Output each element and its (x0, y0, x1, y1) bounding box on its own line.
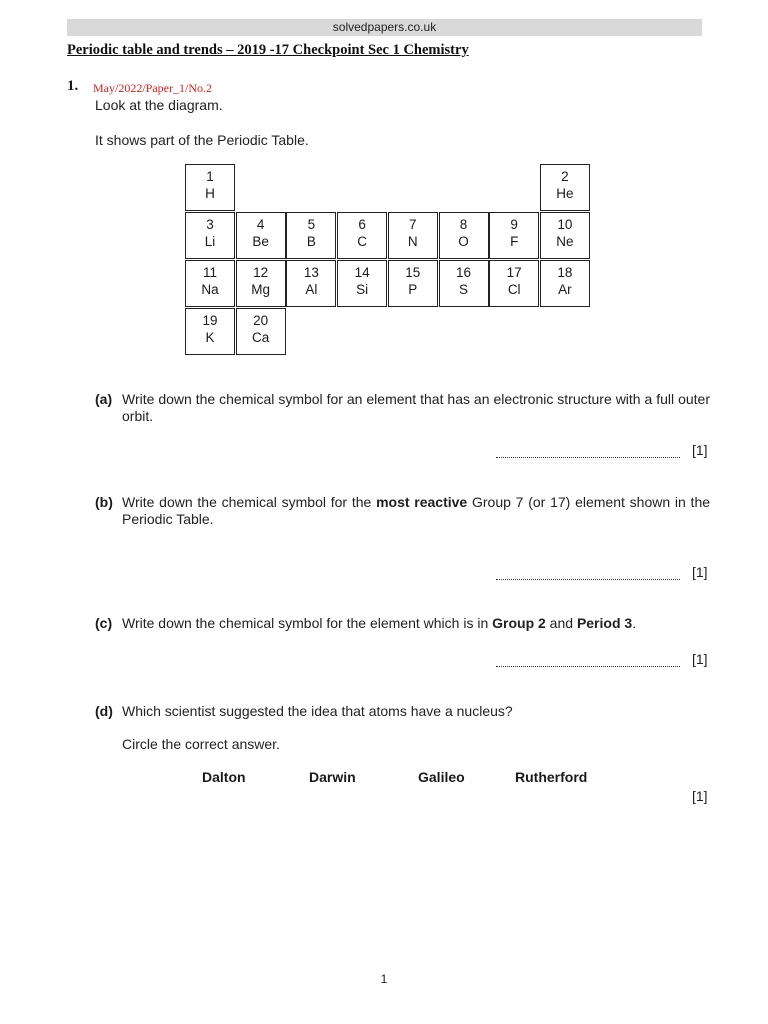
element-cell (185, 212, 235, 259)
element-cell (185, 164, 235, 211)
element-cell (185, 308, 235, 355)
answer-options (0, 769, 768, 789)
atomic-number: 13 (303, 265, 319, 280)
element-symbol: Al (305, 282, 318, 297)
element-cell (236, 260, 286, 307)
element-symbol: F (510, 234, 519, 249)
part-d-instruction: Circle the correct answer. (122, 736, 280, 752)
atomic-number: 2 (561, 169, 569, 184)
element-symbol: Ne (556, 234, 574, 249)
question-number: 1. (67, 78, 79, 94)
part-c-bold-period: Period 3 (576, 615, 633, 631)
element-symbol: O (458, 234, 469, 249)
atomic-number: 4 (256, 217, 265, 232)
element-cell (540, 164, 590, 211)
element-cell (540, 260, 590, 307)
question-reference: May/2022/Paper_1/No.2 (93, 81, 212, 95)
element-symbol: Ca (252, 330, 270, 345)
site-header-bar: solvedpapers.co.uk (67, 19, 702, 36)
part-b-label: (b) (95, 494, 113, 510)
option-rutherford[interactable]: Rutherford (515, 769, 588, 785)
atomic-number: 18 (557, 265, 573, 280)
page-number: 1 (380, 972, 388, 986)
element-symbol: C (357, 234, 367, 249)
part-c-text-pre: Write down the chemical symbol for the element which is in (122, 615, 493, 631)
part-a-answer-line[interactable] (496, 457, 680, 458)
atomic-number: 3 (206, 217, 214, 232)
atomic-number: 1 (206, 169, 214, 184)
atomic-number: 15 (405, 265, 421, 280)
part-c-text (122, 615, 710, 632)
element-symbol: B (306, 234, 316, 249)
part-c-text-end: . (632, 615, 637, 631)
atomic-number: 20 (253, 313, 269, 328)
atomic-number: 8 (459, 217, 468, 232)
element-cell (489, 212, 539, 259)
element-symbol: K (205, 330, 215, 345)
element-symbol: Si (356, 282, 369, 297)
element-symbol: P (408, 282, 418, 297)
question-intro-1: Look at the diagram. (95, 97, 223, 113)
part-c-text-mid: and (545, 615, 577, 631)
element-symbol: H (205, 186, 215, 201)
element-symbol: Ar (558, 282, 572, 297)
atomic-number: 19 (202, 313, 218, 328)
element-cell (185, 260, 235, 307)
part-a-mark: [1] (692, 442, 708, 458)
element-symbol: Na (201, 282, 219, 297)
part-c-mark: [1] (692, 651, 708, 667)
element-symbol: S (458, 282, 468, 297)
periodic-table (185, 164, 590, 356)
part-a-text: Write down the chemical symbol for an element that has an electronic structure with a full outer orbit. (122, 391, 710, 424)
element-symbol: He (556, 186, 574, 201)
element-symbol: N (407, 234, 418, 249)
element-symbol: Mg (251, 282, 271, 297)
element-cell (439, 212, 489, 259)
part-b-mark: [1] (692, 564, 708, 580)
part-d-text: Which scientist suggested the idea that atoms have a nucleus? (122, 703, 513, 719)
option-dalton[interactable]: Dalton (202, 769, 246, 785)
element-cell (337, 212, 387, 259)
atomic-number: 6 (358, 217, 366, 232)
atomic-number: 10 (557, 217, 573, 232)
element-cell (388, 212, 438, 259)
element-symbol: Li (204, 234, 216, 249)
part-a-label: (a) (95, 391, 113, 407)
part-b-answer-line[interactable] (496, 579, 680, 580)
element-cell (236, 212, 286, 259)
atomic-number: 16 (455, 265, 472, 280)
atomic-number: 17 (506, 265, 522, 280)
element-cell (489, 260, 539, 307)
element-cell (540, 212, 590, 259)
element-symbol: Cl (507, 282, 521, 297)
atomic-number: 5 (307, 217, 316, 232)
part-b-text-pre: Write down the chemical symbol for the (122, 494, 377, 510)
atomic-number: 9 (510, 217, 518, 232)
question-intro-2: It shows part of the Periodic Table. (95, 132, 309, 148)
element-symbol: Be (252, 234, 269, 249)
element-cell (286, 260, 336, 307)
atomic-number: 12 (253, 265, 269, 280)
document-title: Periodic table and trends – 2019 -17 Checkpoint Sec 1 Chemistry (67, 42, 469, 58)
part-b-text (122, 494, 710, 528)
atomic-number: 7 (409, 217, 417, 232)
part-b-text-post: Group 7 (or 17) element shown in the Periodic Table. (122, 494, 711, 527)
element-cell (439, 260, 489, 307)
part-d-label: (d) (95, 703, 113, 719)
element-cell (388, 260, 438, 307)
part-b-text-bold: most reactive (376, 494, 468, 510)
part-c-label: (c) (95, 615, 113, 631)
atomic-number: 11 (202, 265, 217, 280)
part-d-mark: [1] (692, 788, 708, 804)
element-cell (286, 212, 336, 259)
part-c-bold-group: Group 2 (492, 615, 546, 631)
option-darwin[interactable]: Darwin (309, 769, 356, 785)
element-cell (337, 260, 387, 307)
part-c-answer-line[interactable] (496, 666, 680, 667)
option-galileo[interactable]: Galileo (418, 769, 465, 785)
atomic-number: 14 (354, 265, 370, 280)
element-cell (236, 308, 286, 355)
